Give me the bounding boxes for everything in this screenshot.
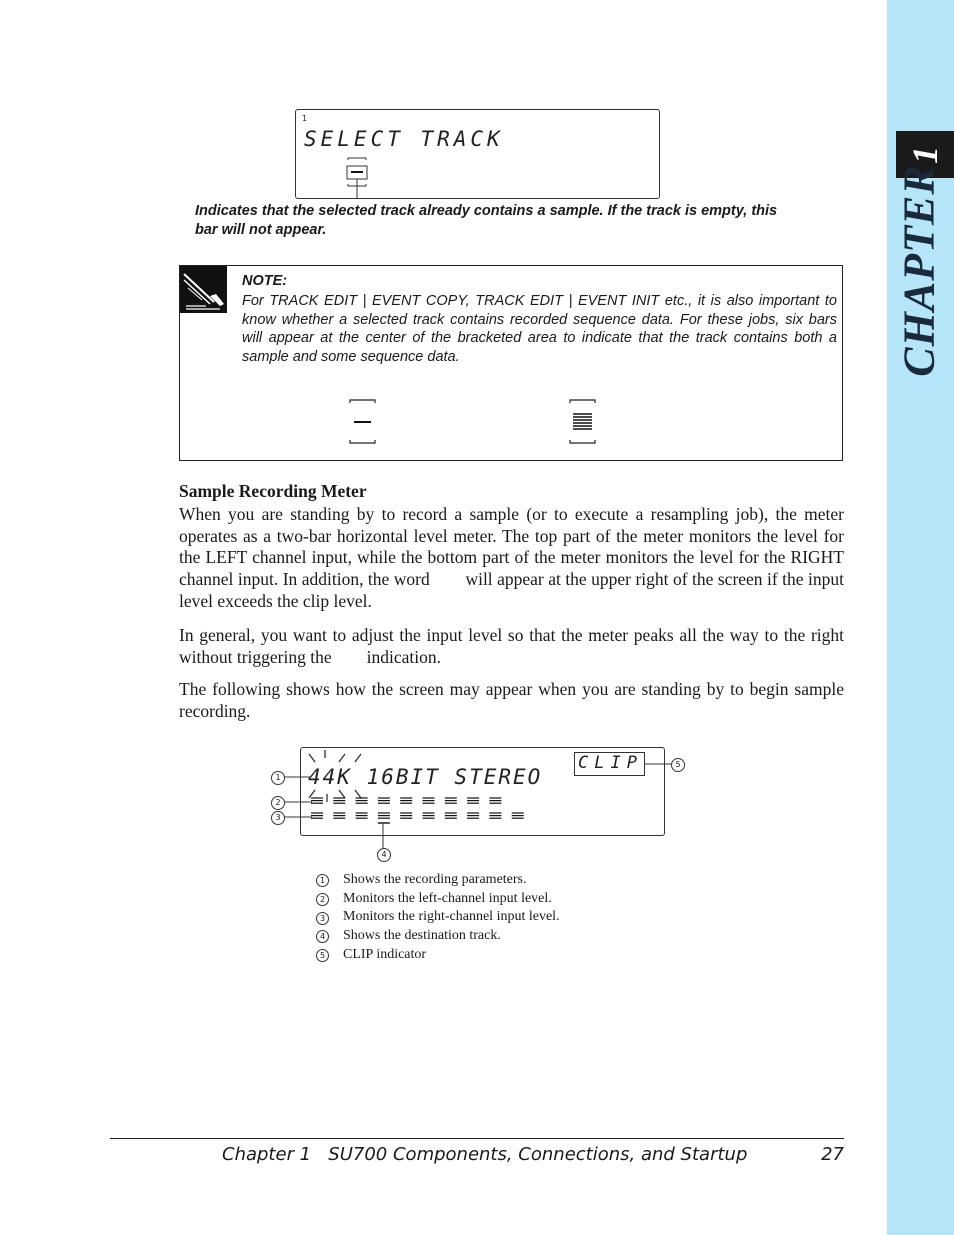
- left-level-segment: [378, 798, 390, 803]
- single-bar-bracket-icon: [348, 399, 378, 445]
- legend-text: CLIP indicator: [343, 946, 427, 962]
- legend-text: Shows the recording parameters.: [343, 872, 527, 887]
- right-level-segment: [311, 813, 323, 818]
- legend-item: [316, 927, 560, 946]
- legend-text: Shows the destination track.: [343, 928, 501, 944]
- clip-indicator: CLIP: [578, 753, 643, 773]
- level-meter: [301, 794, 541, 834]
- six-bar-bracket-icon: [568, 399, 598, 445]
- callout-3: 3: [271, 811, 285, 825]
- right-level-segment: [489, 813, 501, 818]
- legend-number: 4: [316, 930, 329, 943]
- left-level-segment: [467, 798, 479, 803]
- legend-item: [316, 890, 560, 909]
- right-level-segment: [467, 813, 479, 818]
- left-level-segment: [333, 798, 345, 803]
- legend-item: [316, 946, 560, 965]
- footer-chapter-title: Chapter 1 SU700 Components, Connections, and Startup: [222, 1144, 748, 1165]
- legend-item: [316, 871, 560, 890]
- chapter-number: 1: [905, 145, 945, 164]
- legend-number: 2: [316, 893, 329, 906]
- chapter-word: CHAPTER: [894, 163, 944, 377]
- right-level-segment: [378, 813, 390, 818]
- right-level-segment: [356, 813, 368, 818]
- right-level-segment: [445, 813, 457, 818]
- page-number: 27: [821, 1144, 844, 1165]
- track-indicator-caption: Indicates that the selected track already contains a sample. If the track is empty, this bar will not appear.: [195, 203, 778, 238]
- left-level-segment: [356, 798, 368, 803]
- lcd-corner-digit: 1: [302, 114, 307, 123]
- legend-number: 5: [316, 949, 329, 962]
- left-level-segment: [445, 798, 457, 803]
- pencil-note-icon: [180, 266, 227, 313]
- section-heading: Sample Recording Meter: [179, 481, 367, 501]
- lcd-select-track-text: SELECT TRACK: [304, 127, 504, 151]
- paragraph-meter-intro: When you are standing by to record a sample (or to execute a resampling job), the meter operates as a two-bar horizontal level meter. The top part of the meter monitors the level for the LEFT channel input, while the bottom part of the meter monitors the level for the RIGHT channel input. In addition, the word will appear at the upper right of the screen if the input level exceeds the clip level.: [179, 504, 849, 611]
- lcd-select-track: [295, 109, 660, 199]
- footer-rule: [110, 1138, 844, 1139]
- paragraph-standby: The following shows how the screen may appear when you are standing by to begin sample recording.: [179, 679, 844, 721]
- paragraph-input-level: In general, you want to adjust the input level so that the meter peaks all the way to the right without triggering the indication.: [179, 625, 849, 667]
- legend-number: 3: [316, 912, 329, 925]
- callout-4: 4: [377, 848, 391, 862]
- right-level-segment: [333, 813, 345, 818]
- legend-text: Monitors the left-channel input level.: [343, 890, 552, 906]
- right-level-segment: [512, 813, 524, 818]
- right-level-segment: [423, 813, 435, 818]
- legend-item: [316, 908, 560, 927]
- lcd-recording-screen: [300, 747, 665, 836]
- note-title: NOTE:: [242, 273, 288, 289]
- legend-text: Monitors the right-channel input level.: [343, 909, 560, 925]
- note-body: For TRACK EDIT | EVENT COPY, TRACK EDIT | EVENT INIT etc., it is also important to know whether a selected track contains recorded sequence data. For these jobs, six bars will appear at the center of the bracketed area to indicate that the track contains both a sample and some sequence data.: [242, 293, 837, 365]
- left-level-segment: [311, 798, 323, 803]
- chapter-word-wrap: [894, 163, 944, 377]
- left-level-segment: [423, 798, 435, 803]
- figure-legend: [316, 871, 560, 965]
- clip-indicator-box: [574, 752, 645, 776]
- callout-5: 5: [671, 758, 685, 772]
- left-level-segment: [400, 798, 412, 803]
- callout-2: 2: [271, 796, 285, 810]
- callout-1: 1: [271, 771, 285, 785]
- legend-number: 1: [316, 874, 329, 887]
- right-level-segment: [400, 813, 412, 818]
- lcd-recording-params: 44K 16BIT STEREO: [308, 765, 543, 789]
- note-box: [179, 265, 843, 461]
- left-level-segment: [489, 798, 501, 803]
- page-footer: [222, 1144, 844, 1165]
